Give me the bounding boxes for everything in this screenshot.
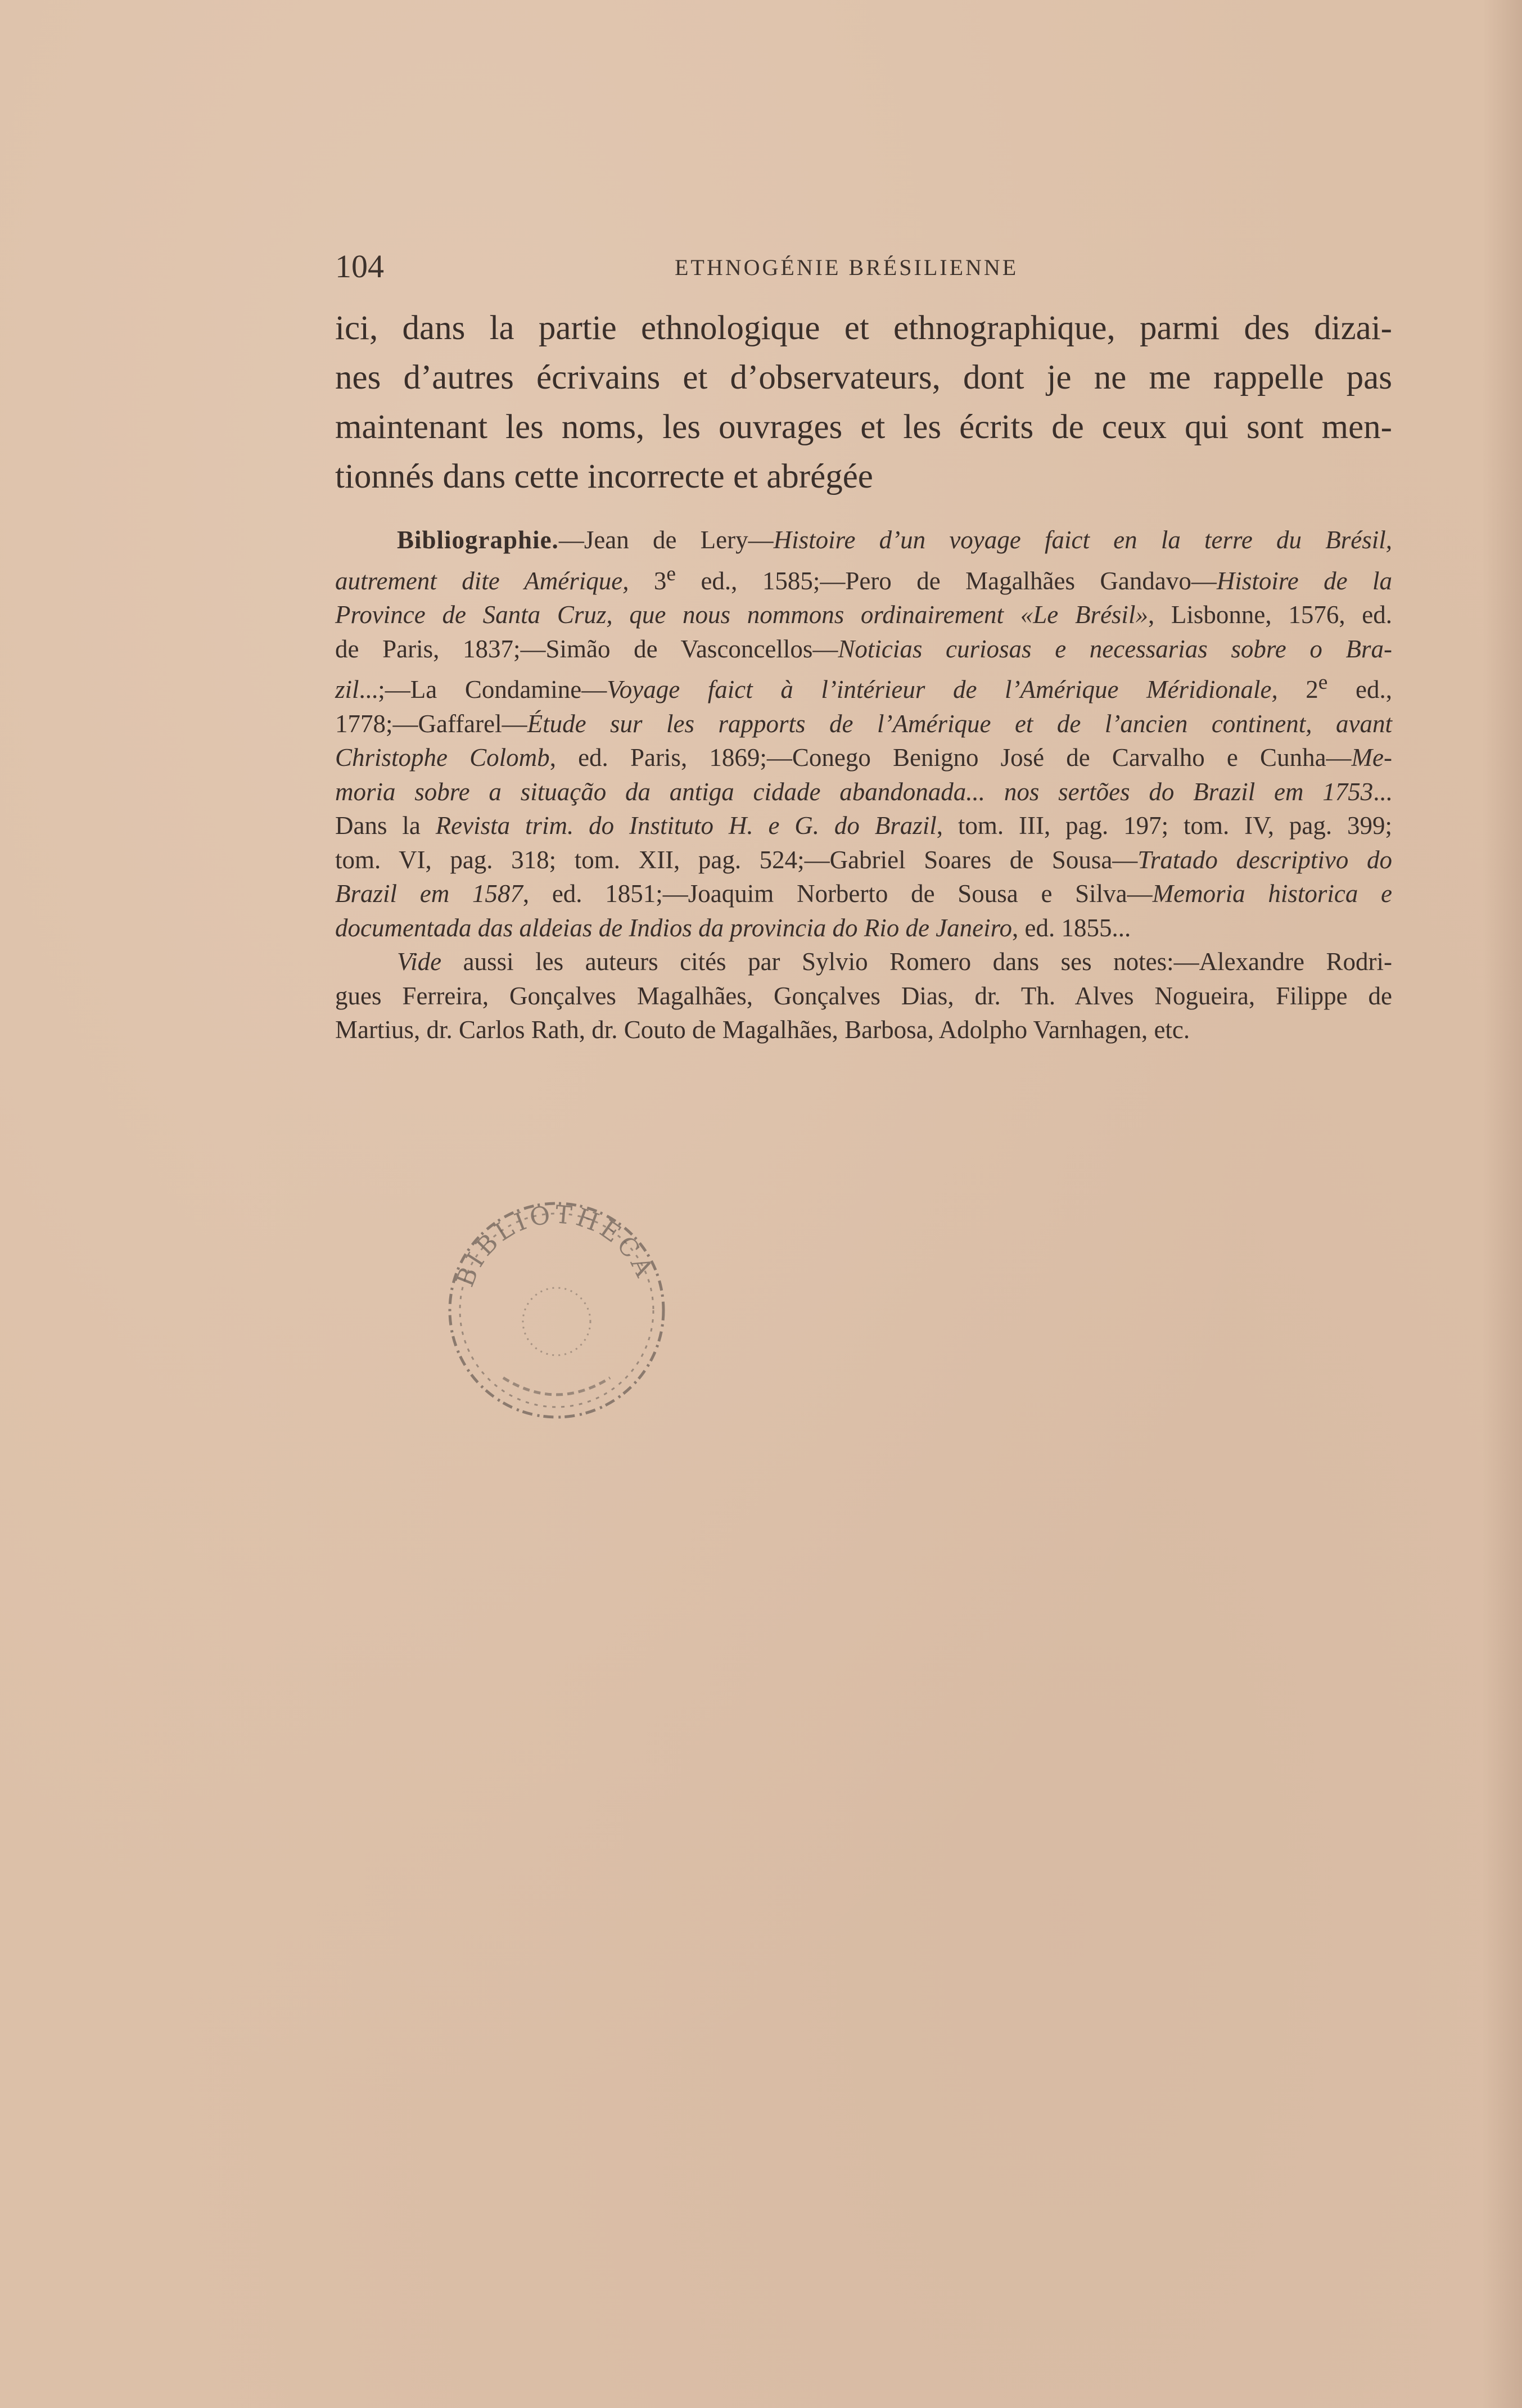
stamp-seal-icon	[436, 1192, 678, 1428]
page-edge-shadow	[1483, 0, 1522, 2408]
footnote-line: Bibliographie.—Jean de Lery—Histoire d’un voyage faict en la terre du Brésil,	[397, 526, 1392, 554]
footnote-line: zil...;—La Condamine—Voyage faict à l’intérieur de l’Amérique Méridionale, 2e ed.,	[335, 671, 1392, 704]
running-header	[335, 247, 1403, 287]
footnote-line: Christophe Colomb, ed. Paris, 1869;—Conego Benigno José de Carvalho e Cunha—Me-	[335, 743, 1392, 772]
footnote-line: Martius, dr. Carlos Rath, dr. Couto de Magalhães, Barbosa, Adolpho Varnhagen, etc.	[335, 1016, 1190, 1044]
body-line: maintenant les noms, les ouvrages et les écrits de ceux qui sont men-	[335, 408, 1392, 446]
header-title: ETHNOGÉNIE BRÉSILIENNE	[675, 255, 1019, 280]
bibliography-label: Bibliographie.	[397, 526, 559, 554]
footnote-line: gues Ferreira, Gonçalves Magalhães, Gonçalves Dias, dr. Th. Alves Nogueira, Filippe de	[335, 981, 1392, 1010]
footnote-line: Province de Santa Cruz, que nous nommons ordinairement «Le Brésil», Lisbonne, 1576, ed.	[335, 601, 1393, 629]
footnote-line: de Paris, 1837;—Simão de Vasconcellos—Noticias curiosas e necessarias sobre o Bra-	[335, 634, 1393, 663]
footnote-line: Dans la Revista trim. do Instituto H. e G. do Brazil, tom. III, pag. 197; tom. IV, pag. 399;	[335, 811, 1392, 840]
body-line: tionnés dans cette incorrecte et abrégée	[335, 458, 873, 495]
footnote-line: tom. VI, pag. 318; tom. XII, pag. 524;—Gabriel Soares de Sousa—Tratado descriptivo do	[335, 845, 1392, 874]
stamp-text: BIBLIOTHECA	[450, 1200, 660, 1291]
body-line: ici, dans la partie ethnologique et ethnographique, parmi des dizai-	[335, 309, 1392, 347]
body-line: nes d’autres écrivains et d’observateurs, dont je ne me rappelle pas	[335, 359, 1392, 396]
body-paragraph	[335, 304, 1392, 502]
svg-text:BIBLIOTHECA	[451, 1200, 660, 1291]
footnote-line: autrement dite Amérique, 3e ed., 1585;—Pero de Magalhães Gandavo—Histoire de la	[335, 562, 1392, 595]
footnote-line: documentada das aldeias de Indios da provincia do Rio de Janeiro, ed. 1855...	[335, 913, 1131, 942]
footnote-line: Vide aussi les auteurs cités par Sylvio Romero dans ses notes:—Alexandre Rodri-	[397, 948, 1392, 976]
footnote-line: 1778;—Gaffarel—Étude sur les rapports de l’Amérique et de l’ancien continent, avant	[335, 709, 1392, 738]
page-number: 104	[335, 248, 384, 285]
bibliography-footnote	[335, 523, 1392, 1047]
footnote-line: moria sobre a situação da antiga cidade abandonada... nos sertões do Brazil em 1753...	[335, 777, 1392, 806]
library-stamp	[436, 1192, 678, 1428]
footnote-line: Brazil em 1587, ed. 1851;—Joaquim Norberto de Sousa e Silva—Memoria historica e	[335, 880, 1392, 908]
